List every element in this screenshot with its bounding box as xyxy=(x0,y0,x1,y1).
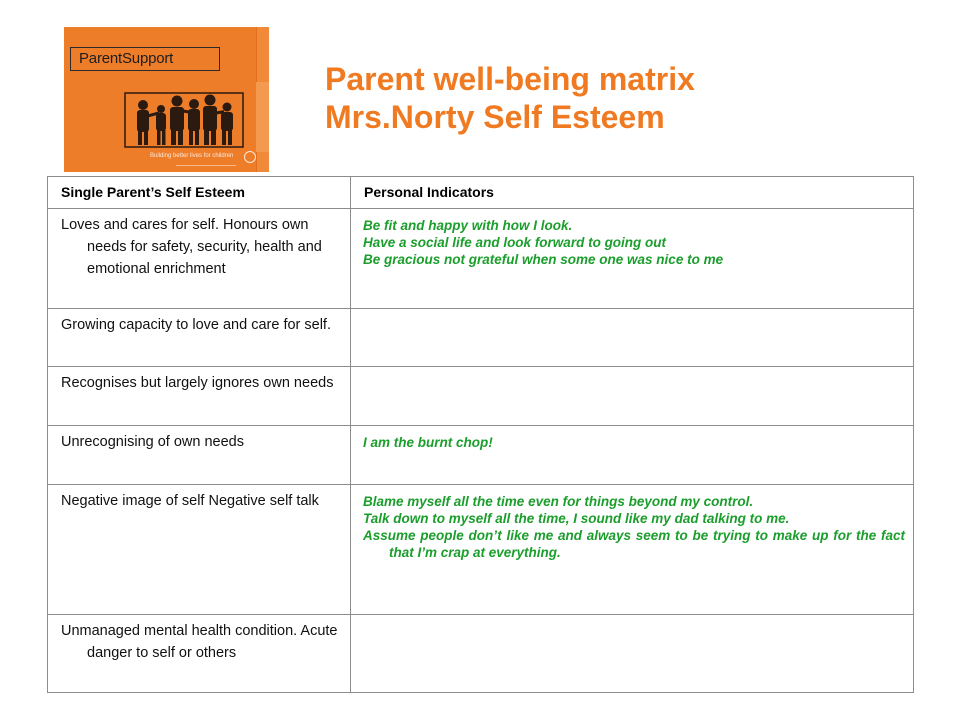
level-text: Growing capacity to love and care for self. xyxy=(61,317,331,333)
logo-fine-print xyxy=(176,165,236,166)
indicator-cell xyxy=(351,209,914,309)
well-being-matrix-table xyxy=(47,176,914,693)
level-text: Recognises but largely ignores own needs xyxy=(61,375,334,391)
level-text: Unrecognising of own needs xyxy=(61,434,244,450)
indicator-text: Have a social life and look forward to going out xyxy=(363,235,667,250)
level-text: Negative image of self Negative self talk xyxy=(61,493,319,509)
header-self-esteem: Single Parent’s Self Esteem xyxy=(48,177,351,209)
level-cell xyxy=(48,309,351,367)
indicator-cell xyxy=(351,426,914,485)
logo-tagline: Building better lives for children xyxy=(150,153,234,159)
level-text: Unmanaged mental health condition. Acute danger to self or others xyxy=(61,623,338,661)
title-line-1: Parent well-being matrix xyxy=(325,61,695,97)
logo-wordmark: ParentSupport xyxy=(70,47,220,71)
page-title xyxy=(325,60,695,136)
header-personal-indicators: Personal Indicators xyxy=(351,177,914,209)
indicator-text: Be fit and happy with how I look. xyxy=(363,218,573,233)
level-cell xyxy=(48,615,351,693)
indicator-cell xyxy=(351,309,914,367)
parent-support-logo xyxy=(64,27,269,172)
level-cell xyxy=(48,209,351,309)
indicator-cell xyxy=(351,615,914,693)
family-silhouette-icon xyxy=(119,89,249,151)
indicator-cell xyxy=(351,485,914,615)
table-row xyxy=(48,485,914,615)
indicator-text: Assume people don’t like me and always seem to be trying to make up for the fact that I’m crap at everything. xyxy=(363,528,905,560)
table-row xyxy=(48,615,914,693)
logo-seal-icon xyxy=(244,151,256,163)
table-row xyxy=(48,367,914,426)
table-header-row xyxy=(48,177,914,209)
level-cell xyxy=(48,426,351,485)
level-cell xyxy=(48,485,351,615)
indicator-text: Blame myself all the time even for things beyond my control. xyxy=(363,494,754,509)
level-text: Loves and cares for self. Honours own needs for safety, security, health and emotional enrichment xyxy=(61,217,322,277)
indicator-text: Be gracious not grateful when some one was nice to me xyxy=(363,252,724,267)
indicator-cell xyxy=(351,367,914,426)
table-row xyxy=(48,426,914,485)
table-row xyxy=(48,309,914,367)
indicator-text: Talk down to myself all the time, I sound like my dad talking to me. xyxy=(363,511,790,526)
level-cell xyxy=(48,367,351,426)
logo-side-stripe-accent xyxy=(256,82,269,152)
indicator-text: I am the burnt chop! xyxy=(363,435,493,450)
table-row xyxy=(48,209,914,309)
title-line-2: Mrs.Norty Self Esteem xyxy=(325,99,665,135)
